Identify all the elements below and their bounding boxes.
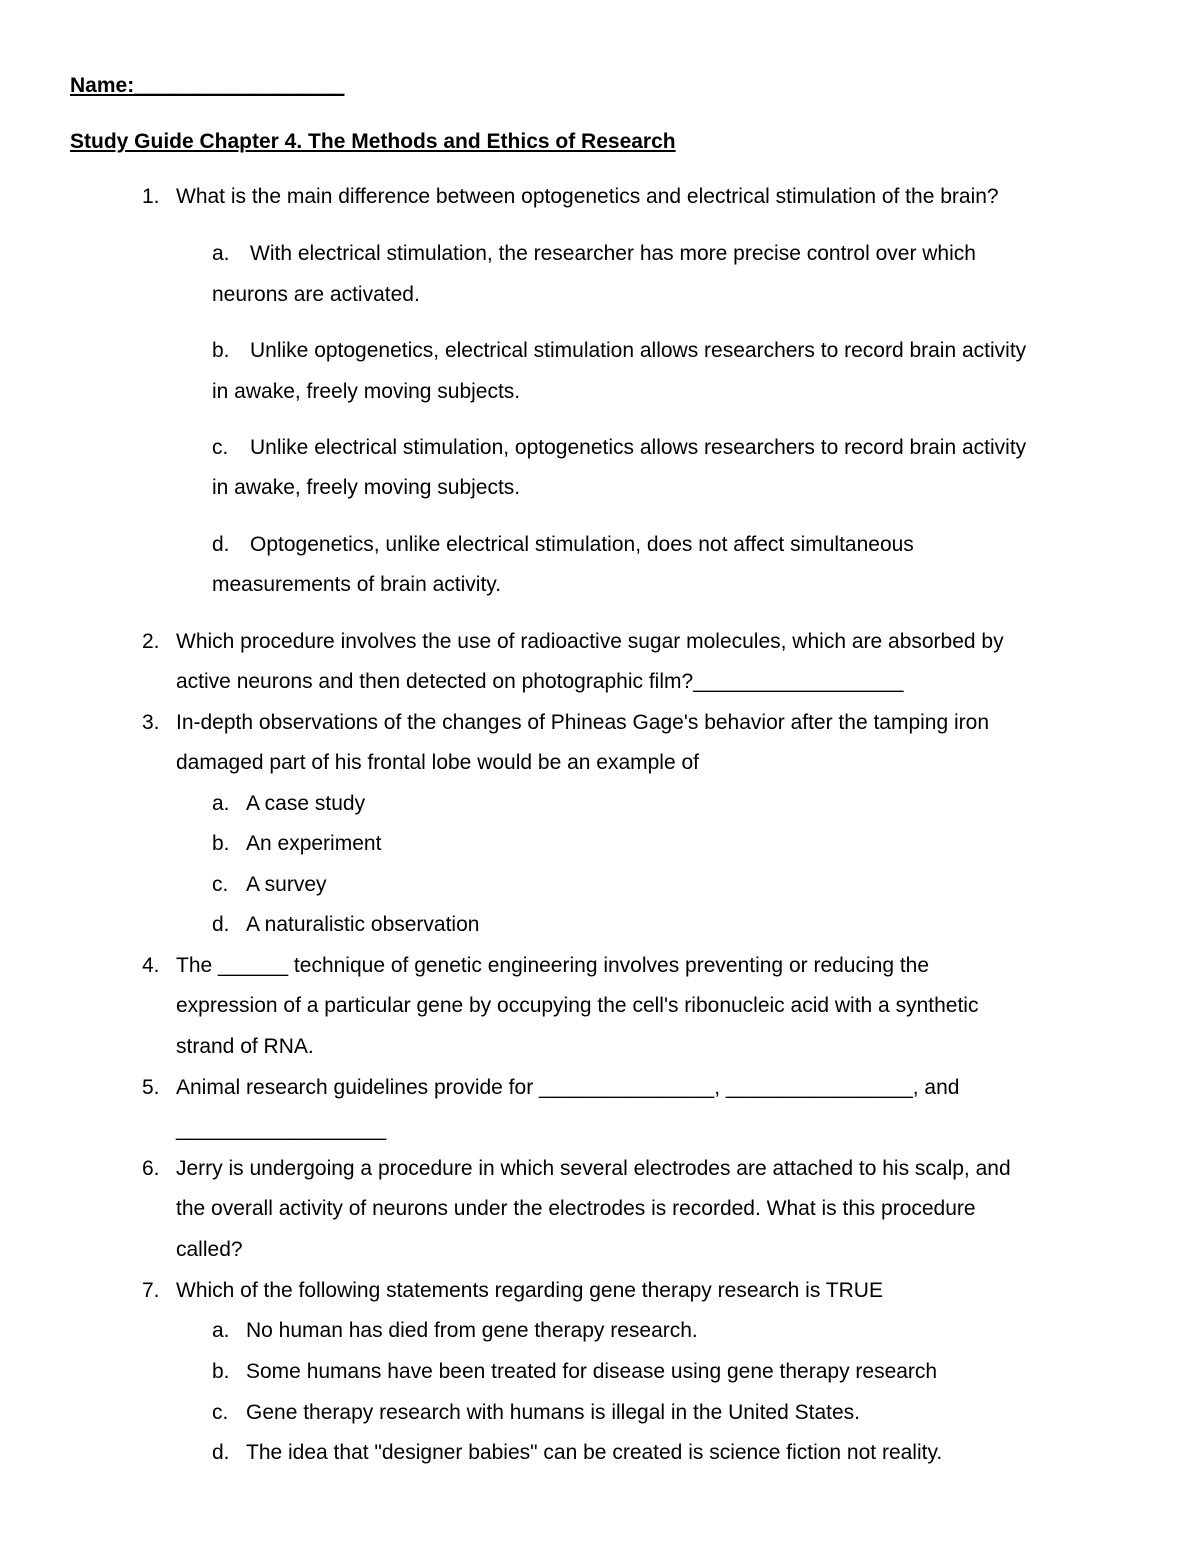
option-text: Gene therapy research with humans is illegal in the United States. bbox=[246, 1401, 860, 1424]
question-number: 3. bbox=[142, 711, 160, 734]
question-text: Which of the following statements regarding gene therapy research is TRUE bbox=[176, 1279, 883, 1302]
option-text: A naturalistic observation bbox=[246, 913, 480, 936]
option-text: measurements of brain activity. bbox=[212, 573, 502, 596]
question-number: 1. bbox=[142, 185, 160, 208]
question-text: damaged part of his frontal lobe would be an example of bbox=[176, 751, 700, 774]
question-text: Which procedure involves the use of radioactive sugar molecules, which are absorbed by bbox=[176, 630, 1004, 653]
option-letter: d. bbox=[212, 1441, 230, 1464]
option-text: A survey bbox=[246, 873, 327, 896]
question-number: 2. bbox=[142, 630, 160, 653]
option-letter: c. bbox=[212, 436, 229, 459]
question-text: Animal research guidelines provide for _______________, ________________, and bbox=[176, 1076, 960, 1099]
question-text: strand of RNA. bbox=[176, 1035, 314, 1058]
option-text: Some humans have been treated for disease using gene therapy research bbox=[246, 1360, 938, 1383]
option-letter: a. bbox=[212, 792, 230, 815]
question-text: What is the main difference between optogenetics and electrical stimulation of the brain? bbox=[176, 185, 999, 208]
option-text: With electrical stimulation, the researcher has more precise control over which bbox=[250, 242, 976, 265]
option-letter: d. bbox=[212, 533, 230, 556]
option-letter: a. bbox=[212, 242, 230, 265]
option-text: The idea that "designer babies" can be created is science fiction not reality. bbox=[246, 1441, 943, 1464]
question-number: 7. bbox=[142, 1279, 160, 1302]
question-text: active neurons and then detected on photographic film?__________________ bbox=[176, 670, 904, 693]
option-text: A case study bbox=[246, 792, 366, 815]
question-text: __________________ bbox=[176, 1118, 387, 1141]
option-letter: c. bbox=[212, 873, 229, 896]
option-text: No human has died from gene therapy research. bbox=[246, 1319, 698, 1342]
option-text: Unlike electrical stimulation, optogenetics allows researchers to record brain activity bbox=[250, 436, 1027, 459]
option-letter: b. bbox=[212, 1360, 230, 1383]
question-text: the overall activity of neurons under the electrodes is recorded. What is this procedure bbox=[176, 1197, 976, 1220]
option-text: Unlike optogenetics, electrical stimulation allows researchers to record brain activity bbox=[250, 339, 1027, 362]
question-number: 6. bbox=[142, 1157, 160, 1180]
option-letter: a. bbox=[212, 1319, 230, 1342]
question-text: In-depth observations of the changes of Phineas Gage's behavior after the tamping iron bbox=[176, 711, 990, 734]
question-text: Jerry is undergoing a procedure in which several electrodes are attached to his scalp, and bbox=[176, 1157, 1011, 1180]
option-letter: c. bbox=[212, 1401, 229, 1424]
question-text: expression of a particular gene by occupying the cell's ribonucleic acid with a synthetic bbox=[176, 994, 979, 1017]
question-text: called? bbox=[176, 1238, 243, 1261]
option-text: in awake, freely moving subjects. bbox=[212, 380, 521, 403]
option-text: neurons are activated. bbox=[212, 283, 420, 306]
question-number: 5. bbox=[142, 1076, 160, 1099]
question-text: The ______ technique of genetic engineering involves preventing or reducing the bbox=[176, 954, 930, 977]
option-text: Optogenetics, unlike electrical stimulation, does not affect simultaneous bbox=[250, 533, 914, 556]
option-letter: d. bbox=[212, 913, 230, 936]
option-letter: b. bbox=[212, 832, 230, 855]
question-number: 4. bbox=[142, 954, 160, 977]
name-field: Name:__________________ bbox=[70, 74, 345, 97]
page-title: Study Guide Chapter 4. The Methods and Ethics of Research bbox=[70, 130, 676, 153]
option-text: in awake, freely moving subjects. bbox=[212, 476, 521, 499]
option-text: An experiment bbox=[246, 832, 382, 855]
option-letter: b. bbox=[212, 339, 230, 362]
